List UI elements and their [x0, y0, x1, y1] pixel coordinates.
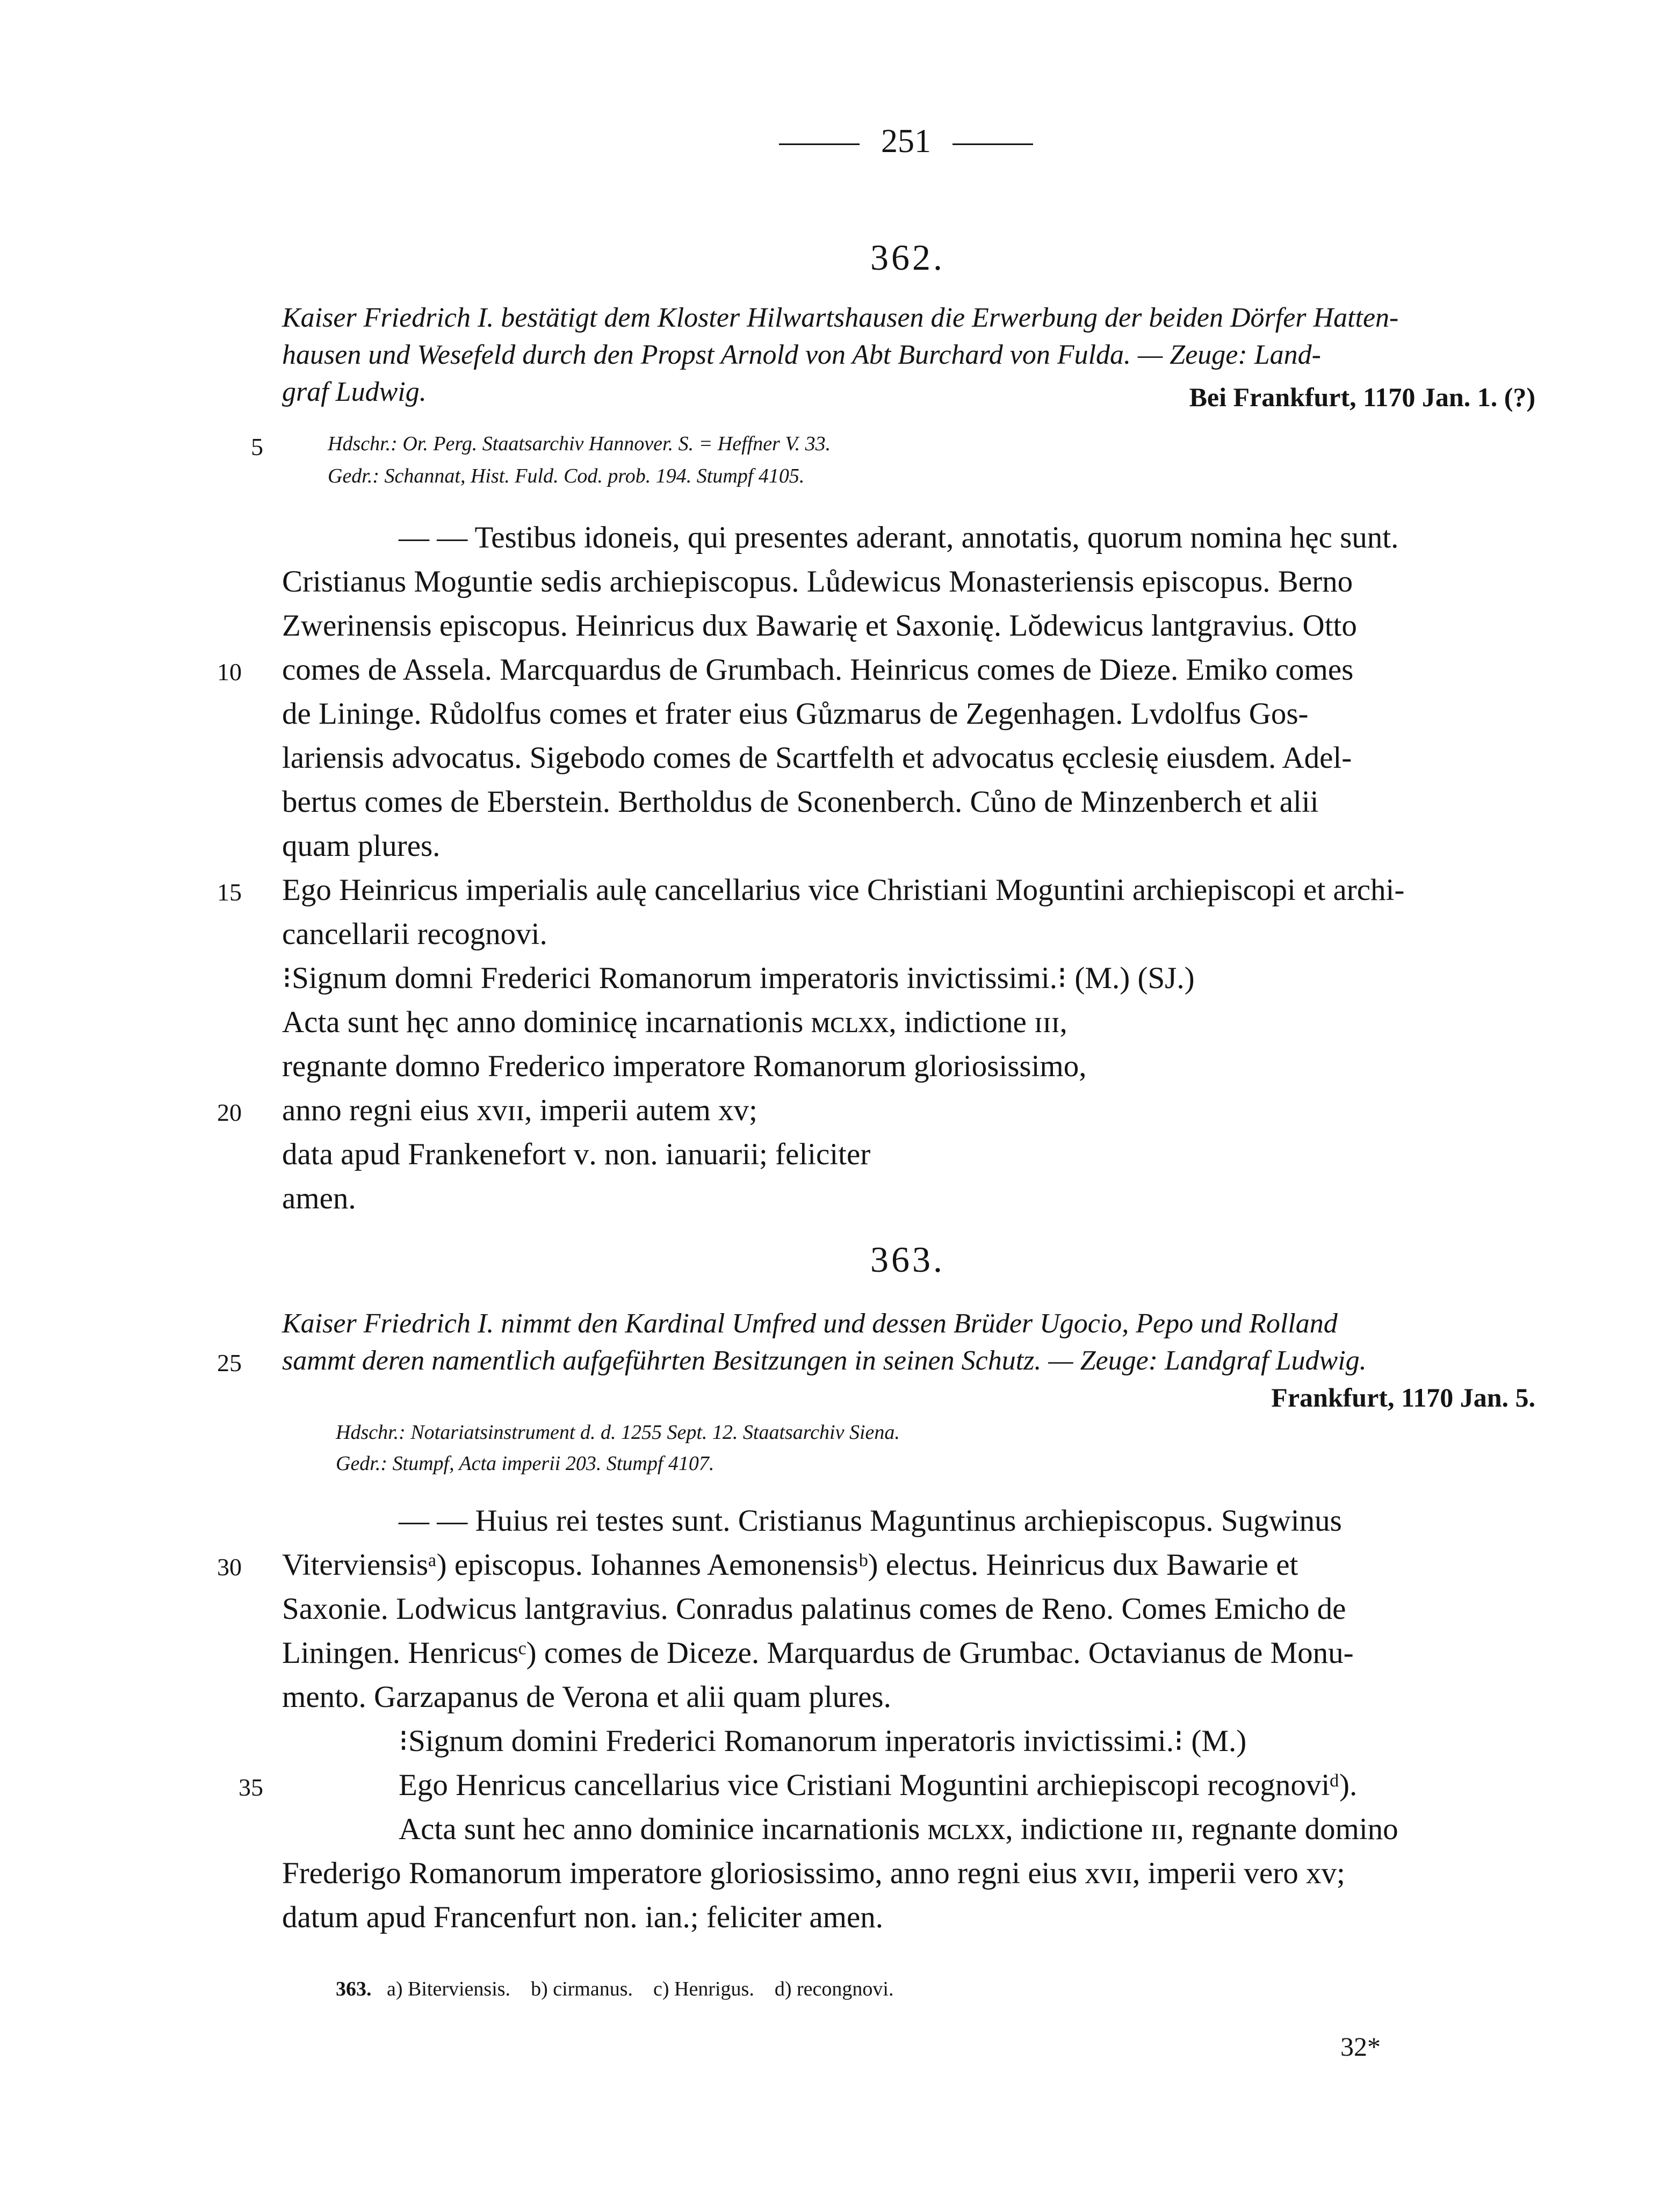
- regest-line: sammt deren namentlich aufgeführten Besitzungen in seinen Schutz. — Zeuge: Landgraf Ludwig.: [282, 1345, 1367, 1376]
- text-line: lariensis advocatus. Sigebodo comes de Scartfelth et advocatus ęcclesię eiusdem. Adel-: [282, 741, 1352, 775]
- footnote-item: d) recongnovi.: [774, 1978, 894, 2000]
- line-number: 20: [217, 1099, 242, 1126]
- text-line: Acta sunt hęc anno dominicę incarnationis ᴍᴄʟxx, indictione ɪɪɪ,: [282, 1005, 1067, 1039]
- document-number: 363.: [870, 1239, 945, 1280]
- text-line: Ego Henricus cancellarius vice Cristiani Moguntini archiepiscopi recognoviᵈ).: [399, 1768, 1358, 1802]
- footnote-item: c) Henrigus.: [653, 1978, 754, 2000]
- footnote-item: a) Biterviensis.: [387, 1978, 511, 2000]
- signum-line: ⁝Signum domini Frederici Romanorum inperatoris invictissimi.⁝ (M.): [399, 1724, 1247, 1758]
- text-line: Frederigo Romanorum imperatore gloriosissimo, anno regni eius xᴠɪɪ, imperii vero xᴠ;: [282, 1856, 1345, 1890]
- text-line: comes de Assela. Marcquardus de Grumbach. Heinricus comes de Dieze. Emiko comes: [282, 653, 1354, 687]
- text-line: Zwerinensis episcopus. Heinricus dux Bawarię et Saxonię. Lŏdewicus lantgravius. Otto: [282, 609, 1357, 643]
- source-line: Gedr.: Stumpf, Acta imperii 203. Stumpf 4107.: [336, 1452, 715, 1475]
- footnote-label: 363.: [336, 1978, 372, 2000]
- text-line: Liningen. Henricusᶜ) comes de Diceze. Marquardus de Grumbac. Octavianus de Monu-: [282, 1636, 1354, 1670]
- signum-line: ⁝Signum domni Frederici Romanorum imperatoris invictissimi.⁝ (M.) (SJ.): [282, 961, 1195, 995]
- page-number: 251: [757, 123, 1048, 161]
- text-line: Cristianus Moguntie sedis archiepiscopus. Lůdewicus Monasteriensis episcopus. Berno: [282, 565, 1353, 599]
- text-line: de Lininge. Růdolfus comes et frater eius Gůzmarus de Zegenhagen. Lvdolfus Gos-: [282, 697, 1309, 731]
- text-line: anno regni eius xᴠɪɪ, imperii autem xᴠ;: [282, 1093, 757, 1127]
- regest-line: Kaiser Friedrich I. bestätigt dem Kloster Hilwartshausen die Erwerbung der beiden Dörfer Hatten-: [282, 302, 1399, 333]
- text-line: cancellarii recognovi.: [282, 917, 547, 951]
- source-line: Gedr.: Schannat, Hist. Fuld. Cod. prob. 194. Stumpf 4105.: [328, 465, 805, 487]
- text-line: mento. Garzapanus de Verona et alii quam plures.: [282, 1680, 891, 1714]
- text-line: datum apud Francenfurt non. ian.; feliciter amen.: [282, 1900, 884, 1934]
- text-line: Viterviensisᵃ) episcopus. Iohannes Aemonensisᵇ) electus. Heinricus dux Bawarie et: [282, 1548, 1298, 1582]
- line-number: 10: [217, 658, 242, 686]
- text-line: regnante domno Frederico imperatore Romanorum gloriosissimo,: [282, 1049, 1087, 1083]
- text-line: quam plures.: [282, 829, 441, 863]
- signature-mark: 32*: [1340, 2031, 1381, 2062]
- text-line: amen.: [282, 1181, 356, 1215]
- text-line: Saxonie. Lodwicus lantgravius. Conradus palatinus comes de Reno. Comes Emicho de: [282, 1592, 1346, 1626]
- line-number: 5: [251, 433, 263, 460]
- source-line: Hdschr.: Or. Perg. Staatsarchiv Hannover. S. = Heffner V. 33.: [328, 433, 831, 455]
- source-line: Hdschr.: Notariatsinstrument d. d. 1255 Sept. 12. Staatsarchiv Siena.: [336, 1421, 900, 1444]
- text-line: — — Testibus idoneis, qui presentes aderant, annotatis, quorum nomina hęc sunt.: [399, 521, 1399, 554]
- line-number: 15: [217, 878, 242, 906]
- line-number: 25: [217, 1349, 242, 1377]
- line-number: 30: [217, 1553, 242, 1581]
- footnotes: [336, 1977, 893, 2001]
- regest-line: hausen und Wesefeld durch den Propst Arnold von Abt Burchard von Fulda. — Zeuge: Land-: [282, 340, 1321, 370]
- date-place: Frankfurt, 1170 Jan. 5.: [1271, 1382, 1535, 1413]
- text-line: Ego Heinricus imperialis aulę cancellarius vice Christiani Moguntini archiepiscopi et archi-: [282, 873, 1405, 907]
- text-line: Acta sunt hec anno dominice incarnationis ᴍᴄʟxx, indictione ɪɪɪ, regnante domino: [399, 1812, 1398, 1846]
- regest-line: graf Ludwig.: [282, 377, 427, 407]
- text-line: bertus comes de Eberstein. Bertholdus de Sconenberch. Cůno de Minzenberch et alii: [282, 785, 1319, 819]
- text-line: — — Huius rei testes sunt. Cristianus Maguntinus archiepiscopus. Sugwinus: [399, 1504, 1342, 1538]
- regest-line: Kaiser Friedrich I. nimmt den Kardinal Umfred und dessen Brüder Ugocio, Pepo und Rolland: [282, 1308, 1338, 1339]
- line-number: 35: [239, 1774, 263, 1801]
- footnote-item: b) cirmanus.: [531, 1978, 633, 2000]
- date-place: Bei Frankfurt, 1170 Jan. 1. (?): [1189, 382, 1535, 412]
- text-line: data apud Frankenefort ᴠ. non. ianuarii; feliciter: [282, 1137, 871, 1171]
- document-number: 362.: [870, 237, 945, 278]
